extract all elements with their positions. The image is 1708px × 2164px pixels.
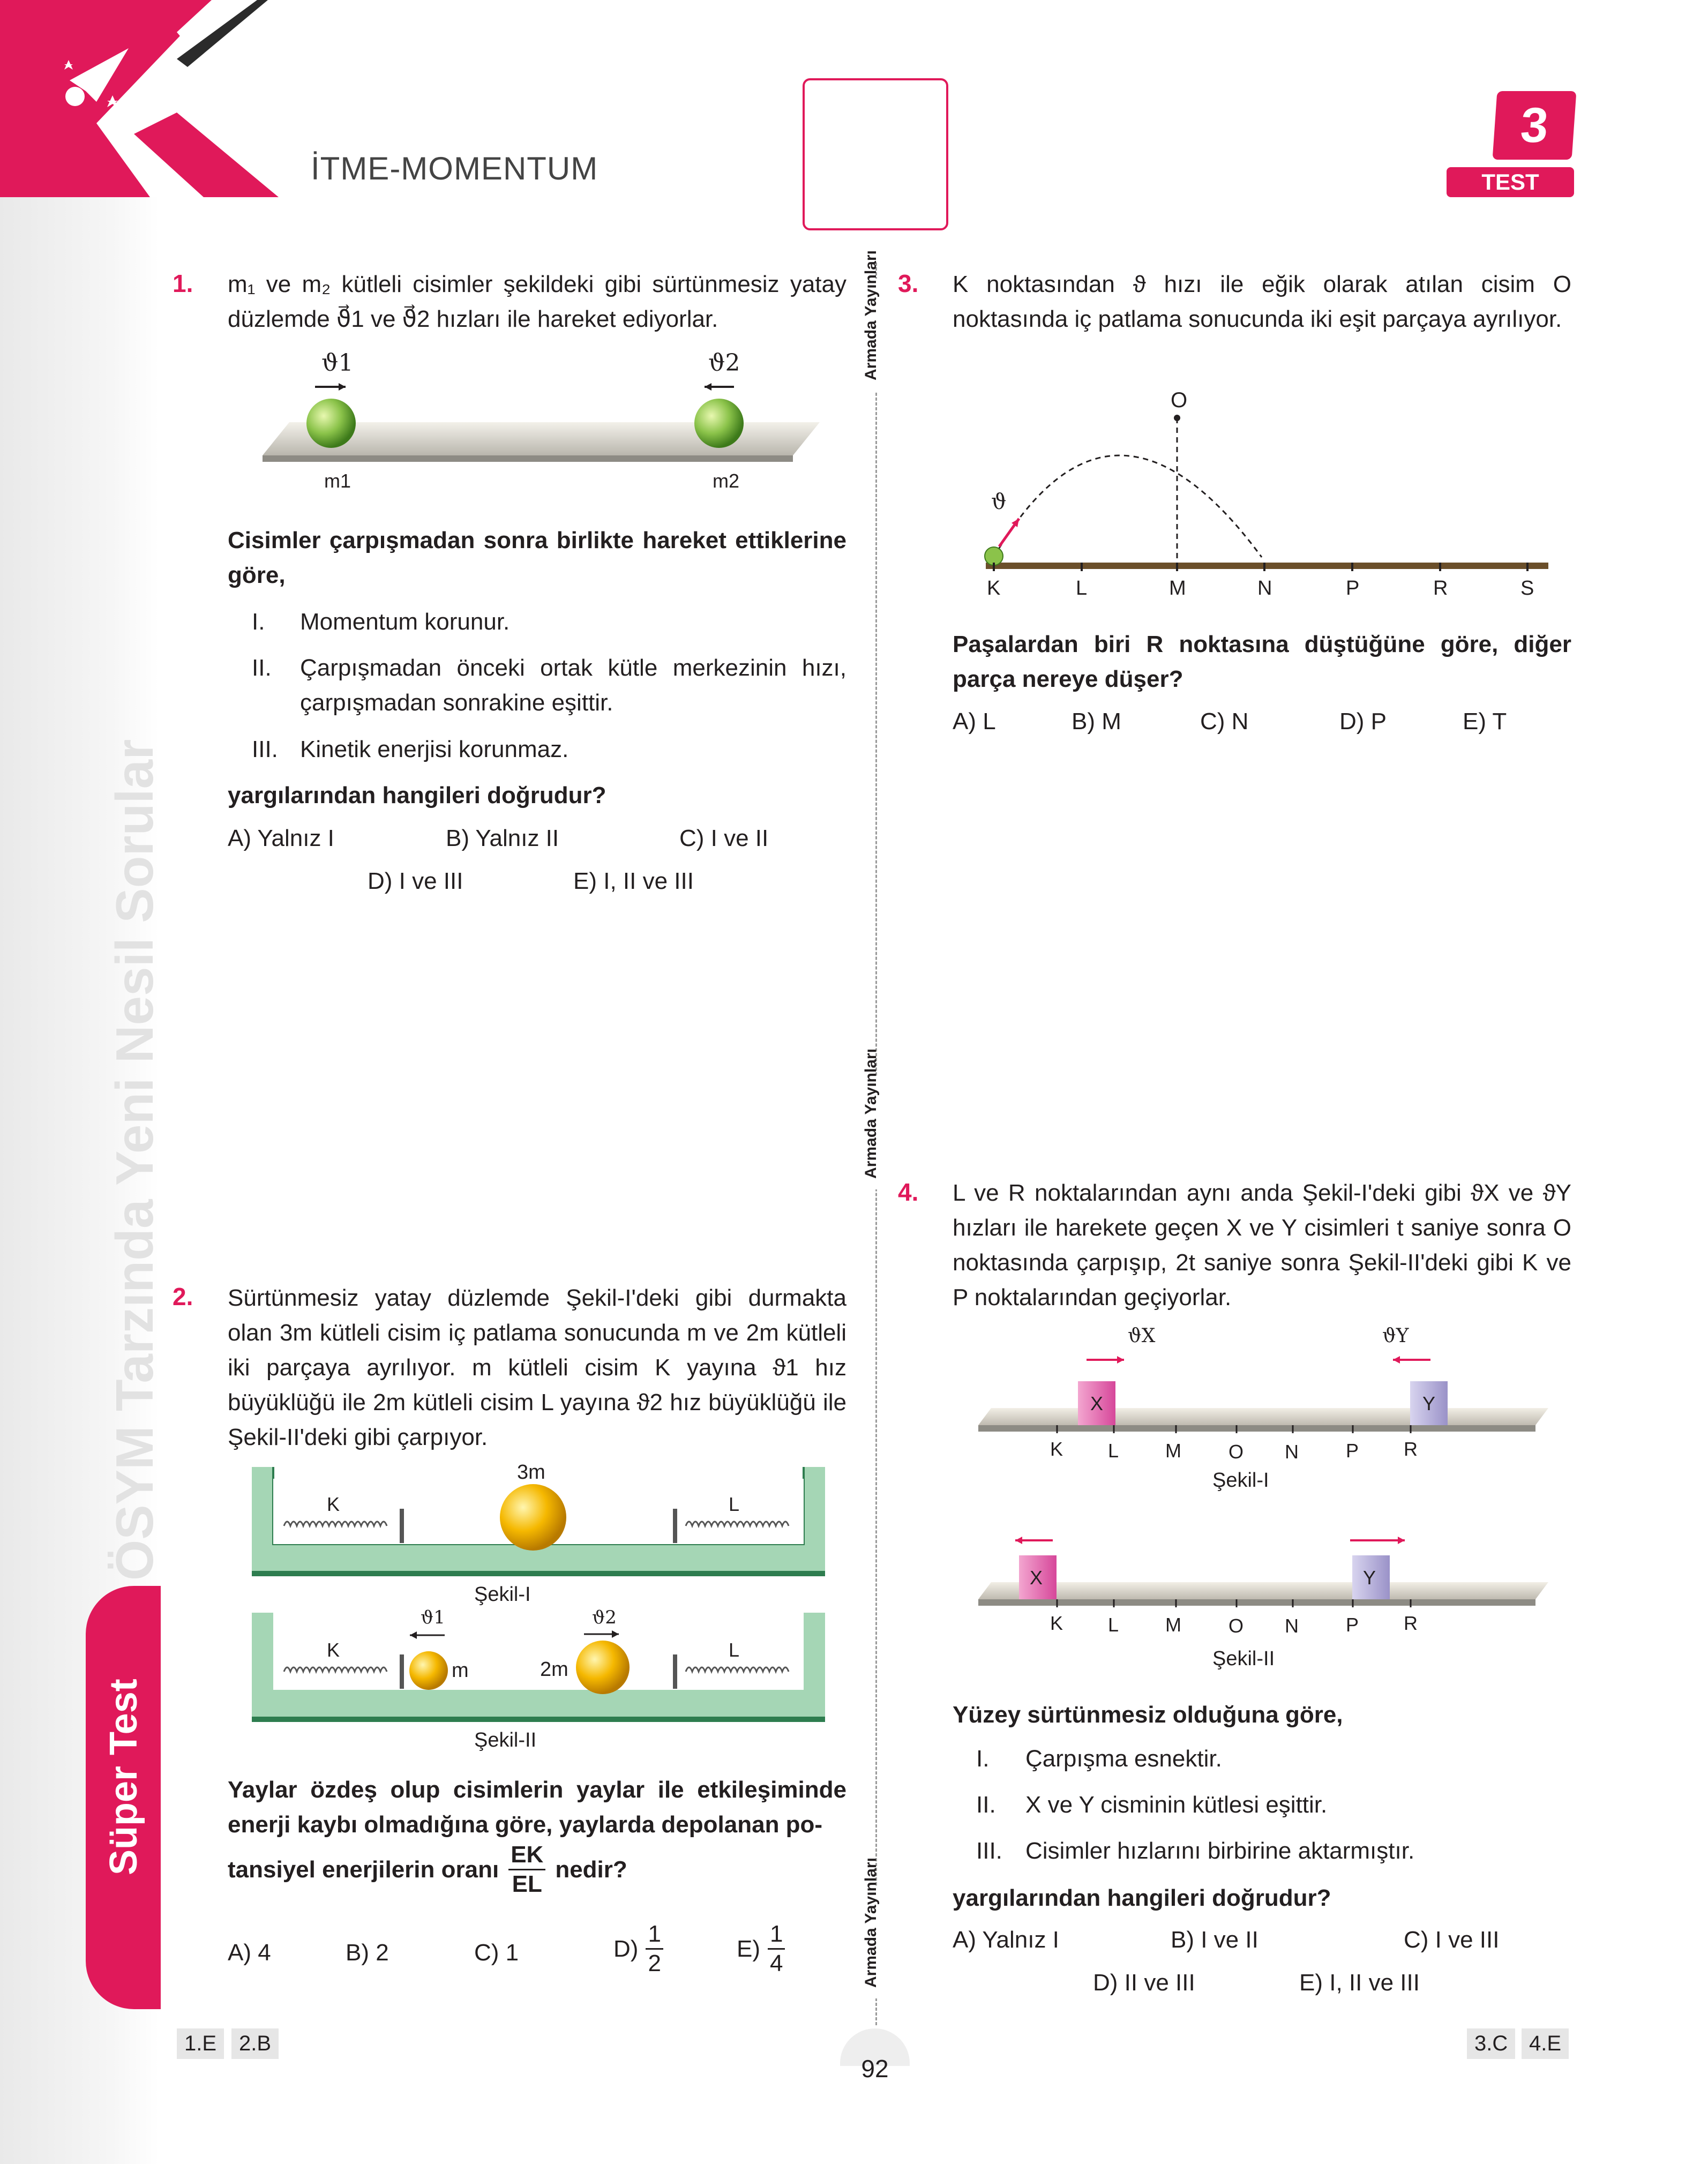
q4-option-c[interactable]: C) I ve III [1404,1927,1500,1953]
q3-point-n: N [1257,577,1272,600]
q1-v1-label: ϑ1 [321,349,354,377]
q3-point-s: S [1520,577,1534,600]
q4-stmt1-num: I. [976,1746,990,1772]
publisher-logo-middle: Armada Yayınları [860,1077,892,1189]
q4-fig2-x: X [1030,1567,1043,1589]
q2-ratio-den: EL [512,1871,542,1897]
q4-option-d[interactable]: D) II ve III [1093,1970,1195,1996]
q4-fig2-point-n: N [1285,1615,1299,1637]
q4-fig1-x: X [1090,1392,1104,1414]
q4-prompt: Yüzey sürtünmesiz olduğuna göre, [953,1702,1343,1728]
test-number-badge: 3 [1493,91,1577,160]
q2-ratio [508,1843,545,1896]
q2-fig1-mass: 3m [517,1461,545,1484]
publisher-logo-top: Armada Yayınları [860,279,892,391]
q4-fig2-y: Y [1363,1567,1376,1589]
trajectory-path [994,455,1262,557]
q4-fig1-point-l: L [1108,1440,1119,1462]
q2-number: 2. [173,1283,193,1311]
q3-text: K noktasından ϑ hızı ile eğik olarak atılan cisim O noktasında iç patlama sonucunda iki eşit parçaya ayrılıyor. [953,271,1571,332]
q4-fig1-vx: ϑX [1128,1325,1156,1347]
q1-number: 1. [173,269,193,297]
q4-fig1-point-n: N [1285,1441,1299,1463]
q2-fig1-l: L [729,1493,740,1515]
q3-point-l: L [1076,577,1088,600]
q4-question: yargılarından hangileri doğrudur? [953,1885,1331,1911]
answer-key-1: 1.E [177,2028,224,2059]
q4-figures [970,1318,1559,1682]
q3-point-m: M [1169,577,1186,600]
q4-option-e[interactable]: E) I, II ve III [1299,1970,1420,1996]
q1-stmt3-num: III. [252,736,278,762]
q2-figures [246,1457,836,1757]
q4-fig1-y: Y [1422,1392,1436,1414]
ball-3m [500,1484,566,1551]
q2-fig1-caption: Şekil-I [474,1583,531,1606]
q4-stmt1-text: Çarpışma esnektir. [1025,1746,1222,1772]
q1-option-d[interactable]: D) I ve III [368,868,463,894]
q2-option-e[interactable]: E) $\frac{1}{4}$ [737,1922,785,1975]
q4-option-b[interactable]: B) I ve II [1171,1927,1258,1953]
q3-o-label: O [1171,388,1188,412]
answer-key-2: 2.B [231,2028,279,2059]
q4-number: 4. [898,1178,919,1206]
q4-stmt3-text: Cisimler hızlarını birbirine aktarmıştır. [1025,1838,1415,1864]
q1-figure [252,343,830,504]
q1-question: yargılarından hangileri doğrudur? [228,782,606,808]
q1-option-e[interactable]: E) I, II ve III [573,868,694,894]
q4-option-a[interactable]: A) Yalnız I [953,1927,1059,1953]
page-number: 92 [861,2055,889,2083]
q1-stmt3-text: Kinetik enerjisi korunmaz. [300,736,569,762]
sidebar-book-text: Süper Test [102,1679,145,1875]
q4-fig1-point-m: M [1165,1440,1181,1462]
q1-m2-label: m2 [713,470,740,492]
q1-v2-label: ϑ2 [708,349,740,377]
q2-option-d[interactable]: D) $\frac{1}{2}$ [613,1922,663,1975]
ball-m1 [306,399,356,448]
q3-figure [975,386,1554,605]
q4-fig1-point-k: K [1050,1438,1063,1460]
ball-m [409,1651,448,1690]
q3-option-b[interactable]: B) M [1072,708,1121,735]
q2-fig2-v1: ϑ1 [421,1607,445,1628]
blank-box [803,78,948,230]
q4-text: L ve R noktalarından aynı anda Şekil-I'deki gibi ϑX ve ϑY hızları ile harekete geçen X ve Y cisimleri t saniye sonra O noktasında çarpışıp, 2t saniye sonra Şekil-II'deki gibi K ve P noktalarından geçiyorlar. [953,1180,1571,1311]
answer-key-4: 4.E [1522,2028,1569,2059]
q1-stmt2-text: Çarpışmadan önceki ortak kütle merkezinin hızı, çarpışmadan sonrakine eşittir. [300,655,846,716]
q2-option-c[interactable]: C) 1 [474,1940,519,1966]
q3-option-e[interactable]: E) T [1463,708,1507,735]
test-label-badge: TEST [1447,167,1574,197]
q4-fig2-point-p: P [1346,1614,1359,1636]
q2-prompt-a: Yaylar özdeş olup cisimlerin yaylar ile etkileşiminde enerji kaybı olmadığına göre, yaylarda depolanan po- [228,1777,846,1838]
q3-point-p: P [1346,577,1360,600]
header-corner-graphic [0,0,300,198]
q2-fig2-v2: ϑ2 [592,1607,617,1628]
q4-fig1-caption: Şekil-I [1212,1469,1269,1492]
q2-fig1-k: K [327,1493,340,1515]
q4-fig2-point-o: O [1228,1615,1244,1637]
q1-option-b[interactable]: B) Yalnız II [446,825,559,851]
ball-m2 [694,399,744,448]
q1-text: m₁ ve m₂ kütleli cisimler şekildeki gibi sürtünmesiz yatay düzlemde ϑ⃗1 ve ϑ⃗2 hızları ile hareket ediyorlar. [228,271,846,332]
publisher-logo-bottom: Armada Yayınları [860,1886,892,1998]
answer-key-3: 3.C [1467,2028,1515,2059]
q1-stmt1-text: Momentum korunur. [300,609,510,635]
q4-stmt2-num: II. [976,1792,996,1818]
q1-option-c[interactable]: C) I ve II [679,825,769,851]
q2-prompt-c: nedir? [555,1856,627,1883]
q2-option-b[interactable]: B) 2 [346,1940,389,1966]
q3-option-c[interactable]: C) N [1200,708,1249,735]
q3-point-r: R [1433,577,1448,600]
q1-prompt: Cisimler çarpışmadan sonra birlikte hareket ettiklerine göre, [228,527,846,588]
q4-stmt3-num: III. [976,1838,1002,1864]
q2-text: Sürtünmesiz yatay düzlemde Şekil-I'deki gibi durmakta olan 3m kütleli cisim iç patlama sonucunda m ve 2m kütleli iki parçaya ayrılıyor. m kütleli cisim K yayına ϑ1 hız büyüklüğü ile 2m kütleli cisim L yayına ϑ2 hız büyüklüğü ile Şekil-II'deki gibi çarpıyor. [228,1285,846,1450]
q4-fig2-point-m: M [1165,1614,1181,1636]
topic-title: İTME-MOMENTUM [311,151,598,186]
q1-stmt2-num: II. [252,655,272,681]
q2-option-a[interactable]: A) 4 [228,1940,271,1966]
q4-fig2-caption: Şekil-II [1212,1648,1275,1670]
q1-m1-label: m1 [324,470,351,492]
q3-v-label: ϑ [991,490,1007,514]
q3-prompt: Paşalardan biri R noktasına düştüğüne göre, diğer parça nereye düşer? [953,631,1571,692]
q4-fig2-point-k: K [1050,1612,1063,1634]
q2-prompt-b: tansiyel enerjilerin oranı [228,1856,499,1883]
q2-prompt-line [228,1843,627,1896]
q2-fig2-2m: 2m [540,1658,568,1681]
q4-fig1-vy: ϑY [1382,1325,1409,1347]
q3-number: 3. [898,269,919,297]
q4-fig2-point-r: R [1404,1612,1418,1634]
sidebar-series-text: ÖSYM Tarzında Yeni Nesil Sorular [105,739,164,1581]
q2-fig2-l: L [729,1639,740,1661]
projectile-ball [985,547,1003,565]
q3-option-a[interactable]: A) L [953,708,996,735]
q2-ratio-num: EK [508,1843,545,1870]
q2-fig2-caption: Şekil-II [474,1729,537,1751]
q2-fig2-m: m [452,1659,469,1682]
q3-option-d[interactable]: D) P [1339,708,1387,735]
q1-option-a[interactable]: A) Yalnız I [228,825,334,851]
q4-fig1-point-r: R [1404,1438,1418,1460]
q3-point-k: K [987,577,1001,600]
ball-2m [576,1641,630,1694]
q1-stmt1-num: I. [252,609,265,635]
q4-fig2-point-l: L [1108,1614,1119,1636]
q4-stmt2-text: X ve Y cisminin kütlesi eşittir. [1025,1792,1328,1818]
q4-fig1-point-p: P [1346,1440,1359,1462]
q4-fig1-point-o: O [1228,1441,1244,1463]
q2-fig2-k: K [327,1639,340,1661]
